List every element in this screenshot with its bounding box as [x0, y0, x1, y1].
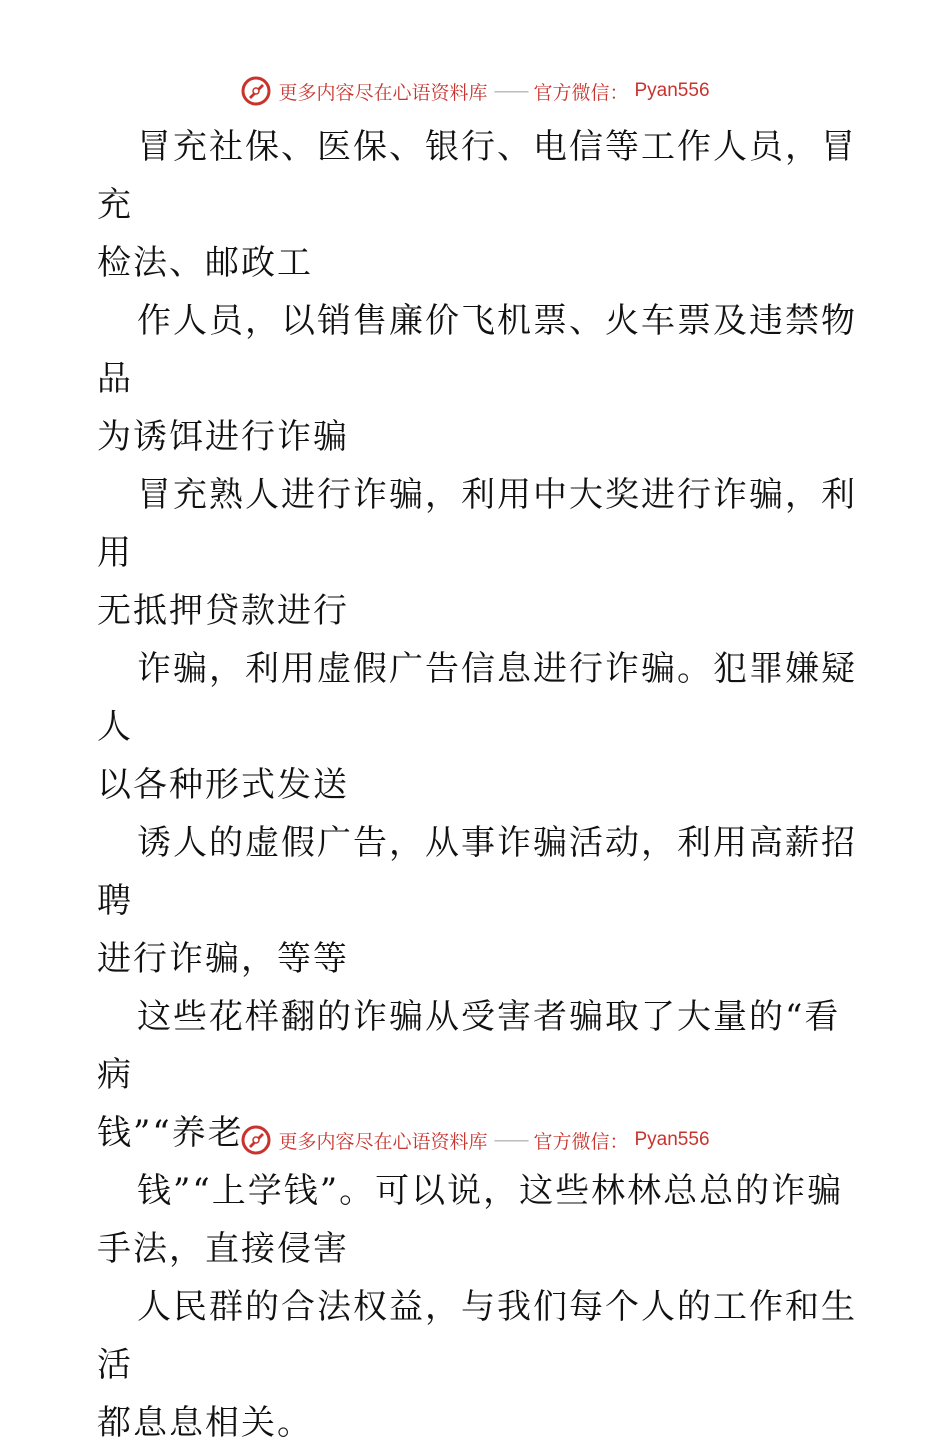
- watermark-separator: ——: [493, 1129, 528, 1151]
- footer-watermark: [0, 1120, 950, 1160]
- watermark-official-label: 官方微信：: [533, 81, 629, 104]
- paragraph: 人民群的合法权益，与我们每个人的工作和生活 都息息相关。: [97, 1287, 857, 1443]
- paragraph: 诈骗，利用虚假广告信息进行诈骗。犯罪嫌疑人 以各种形式发送: [97, 649, 857, 805]
- watermark-separator: ——: [493, 80, 528, 102]
- seal-logo-icon: [240, 1124, 272, 1156]
- watermark-official-label: 官方微信：: [533, 1130, 629, 1153]
- paragraph: 冒充熟人进行诈骗，利用中大奖进行诈骗，利用 无抵押贷款进行: [97, 475, 857, 631]
- paragraph: 诱人的虚假广告，从事诈骗活动，利用高薪招聘 进行诈骗，等等: [97, 823, 857, 979]
- header-watermark: [0, 71, 950, 111]
- paragraph: 冒充社保、医保、银行、电信等工作人员，冒充 检法、邮政工: [97, 127, 857, 283]
- watermark-brand: 更多内容尽在心语资料库: [278, 1130, 488, 1153]
- paragraph: 作人员，以销售廉价飞机票、火车票及违禁物品 为诱饵进行诈骗: [97, 301, 857, 457]
- watermark-wechat-id: Pyan556: [634, 80, 710, 101]
- watermark-wechat-id: Pyan556: [634, 1129, 710, 1150]
- seal-logo-icon: [240, 75, 272, 107]
- paragraph: 钱”“上学钱”。可以说，这些林林总总的诈骗 手法，直接侵害: [97, 1171, 844, 1269]
- paragraph: 这些花样翻的诈骗从受害者骗取了大量的“看病 钱”“养老: [97, 997, 841, 1153]
- document-body: [97, 118, 857, 1452]
- watermark-brand: 更多内容尽在心语资料库: [278, 81, 488, 104]
